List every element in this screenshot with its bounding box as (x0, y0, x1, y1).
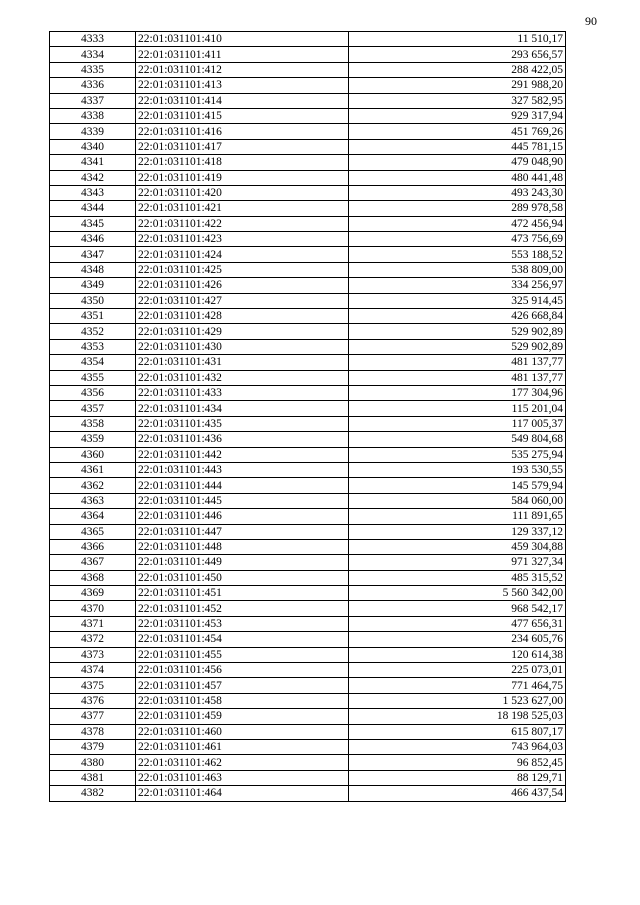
table-row (50, 739, 566, 754)
value-cell: 971 327,34 (349, 555, 566, 570)
row-number-cell: 4368 (50, 570, 136, 585)
row-number-cell: 4357 (50, 401, 136, 416)
value-cell: 291 988,20 (349, 78, 566, 93)
cadastral-number-cell: 22:01:031101:430 (136, 339, 349, 354)
value-cell: 120 614,38 (349, 647, 566, 662)
table-row (50, 232, 566, 247)
value-cell: 473 756,69 (349, 232, 566, 247)
table-row (50, 185, 566, 200)
table-row (50, 478, 566, 493)
value-cell: 493 243,30 (349, 185, 566, 200)
table-row (50, 170, 566, 185)
table-row (50, 462, 566, 477)
row-number-cell: 4350 (50, 293, 136, 308)
cadastral-number-cell: 22:01:031101:431 (136, 355, 349, 370)
registry-table (49, 31, 566, 802)
cadastral-number-cell: 22:01:031101:444 (136, 478, 349, 493)
row-number-cell: 4333 (50, 32, 136, 47)
row-number-cell: 4340 (50, 139, 136, 154)
value-cell: 743 964,03 (349, 739, 566, 754)
cadastral-number-cell: 22:01:031101:424 (136, 247, 349, 262)
value-cell: 117 005,37 (349, 416, 566, 431)
table-row (50, 647, 566, 662)
cadastral-number-cell: 22:01:031101:453 (136, 616, 349, 631)
cadastral-number-cell: 22:01:031101:410 (136, 32, 349, 47)
value-cell: 193 530,55 (349, 462, 566, 477)
cadastral-number-cell: 22:01:031101:414 (136, 93, 349, 108)
row-number-cell: 4364 (50, 509, 136, 524)
cadastral-number-cell: 22:01:031101:417 (136, 139, 349, 154)
row-number-cell: 4353 (50, 339, 136, 354)
table-row (50, 247, 566, 262)
value-cell: 451 769,26 (349, 124, 566, 139)
cadastral-number-cell: 22:01:031101:462 (136, 755, 349, 770)
value-cell: 325 914,45 (349, 293, 566, 308)
row-number-cell: 4370 (50, 601, 136, 616)
value-cell: 529 902,89 (349, 339, 566, 354)
table-row (50, 401, 566, 416)
value-cell: 88 129,71 (349, 770, 566, 785)
row-number-cell: 4377 (50, 709, 136, 724)
row-number-cell: 4347 (50, 247, 136, 262)
cadastral-number-cell: 22:01:031101:446 (136, 509, 349, 524)
cadastral-number-cell: 22:01:031101:443 (136, 462, 349, 477)
table-row (50, 78, 566, 93)
value-cell: 293 656,57 (349, 47, 566, 62)
cadastral-number-cell: 22:01:031101:460 (136, 724, 349, 739)
table-row (50, 755, 566, 770)
cadastral-number-cell: 22:01:031101:458 (136, 693, 349, 708)
value-cell: 334 256,97 (349, 278, 566, 293)
row-number-cell: 4373 (50, 647, 136, 662)
cadastral-number-cell: 22:01:031101:413 (136, 78, 349, 93)
table-row (50, 155, 566, 170)
row-number-cell: 4372 (50, 632, 136, 647)
table-row (50, 62, 566, 77)
value-cell: 538 809,00 (349, 262, 566, 277)
table-row (50, 616, 566, 631)
row-number-cell: 4365 (50, 524, 136, 539)
cadastral-number-cell: 22:01:031101:442 (136, 447, 349, 462)
value-cell: 111 891,65 (349, 509, 566, 524)
row-number-cell: 4336 (50, 78, 136, 93)
value-cell: 466 437,54 (349, 786, 566, 801)
cadastral-number-cell: 22:01:031101:427 (136, 293, 349, 308)
row-number-cell: 4361 (50, 462, 136, 477)
row-number-cell: 4376 (50, 693, 136, 708)
table-row (50, 509, 566, 524)
value-cell: 225 073,01 (349, 663, 566, 678)
row-number-cell: 4337 (50, 93, 136, 108)
cadastral-number-cell: 22:01:031101:411 (136, 47, 349, 62)
row-number-cell: 4380 (50, 755, 136, 770)
table-row (50, 678, 566, 693)
row-number-cell: 4356 (50, 385, 136, 400)
value-cell: 479 048,90 (349, 155, 566, 170)
table-row (50, 201, 566, 216)
table-row (50, 693, 566, 708)
table-row (50, 493, 566, 508)
cadastral-number-cell: 22:01:031101:415 (136, 108, 349, 123)
table-row (50, 555, 566, 570)
table-row (50, 709, 566, 724)
cadastral-number-cell: 22:01:031101:429 (136, 324, 349, 339)
value-cell: 481 137,77 (349, 355, 566, 370)
table-row (50, 32, 566, 47)
cadastral-number-cell: 22:01:031101:448 (136, 539, 349, 554)
row-number-cell: 4375 (50, 678, 136, 693)
value-cell: 929 317,94 (349, 108, 566, 123)
row-number-cell: 4338 (50, 108, 136, 123)
cadastral-number-cell: 22:01:031101:464 (136, 786, 349, 801)
table-row (50, 139, 566, 154)
table-row (50, 770, 566, 785)
table-row (50, 124, 566, 139)
row-number-cell: 4363 (50, 493, 136, 508)
table-row (50, 355, 566, 370)
value-cell: 615 807,17 (349, 724, 566, 739)
value-cell: 485 315,52 (349, 570, 566, 585)
value-cell: 289 978,58 (349, 201, 566, 216)
row-number-cell: 4354 (50, 355, 136, 370)
table-row (50, 601, 566, 616)
value-cell: 426 668,84 (349, 309, 566, 324)
row-number-cell: 4355 (50, 370, 136, 385)
cadastral-number-cell: 22:01:031101:445 (136, 493, 349, 508)
value-cell: 472 456,94 (349, 216, 566, 231)
cadastral-number-cell: 22:01:031101:456 (136, 663, 349, 678)
row-number-cell: 4360 (50, 447, 136, 462)
value-cell: 177 304,96 (349, 385, 566, 400)
cadastral-number-cell: 22:01:031101:435 (136, 416, 349, 431)
table-row (50, 324, 566, 339)
row-number-cell: 4334 (50, 47, 136, 62)
table-row (50, 432, 566, 447)
value-cell: 1 523 627,00 (349, 693, 566, 708)
row-number-cell: 4349 (50, 278, 136, 293)
cadastral-number-cell: 22:01:031101:420 (136, 185, 349, 200)
value-cell: 145 579,94 (349, 478, 566, 493)
row-number-cell: 4379 (50, 739, 136, 754)
cadastral-number-cell: 22:01:031101:419 (136, 170, 349, 185)
row-number-cell: 4339 (50, 124, 136, 139)
cadastral-number-cell: 22:01:031101:454 (136, 632, 349, 647)
row-number-cell: 4341 (50, 155, 136, 170)
value-cell: 481 137,77 (349, 370, 566, 385)
cadastral-number-cell: 22:01:031101:459 (136, 709, 349, 724)
value-cell: 549 804,68 (349, 432, 566, 447)
table-row (50, 632, 566, 647)
table-row (50, 47, 566, 62)
cadastral-number-cell: 22:01:031101:434 (136, 401, 349, 416)
value-cell: 445 781,15 (349, 139, 566, 154)
table-row (50, 339, 566, 354)
row-number-cell: 4367 (50, 555, 136, 570)
row-number-cell: 4335 (50, 62, 136, 77)
value-cell: 477 656,31 (349, 616, 566, 631)
cadastral-number-cell: 22:01:031101:447 (136, 524, 349, 539)
table-row (50, 663, 566, 678)
cadastral-number-cell: 22:01:031101:461 (136, 739, 349, 754)
table-row (50, 586, 566, 601)
table-row (50, 262, 566, 277)
value-cell: 529 902,89 (349, 324, 566, 339)
value-cell: 327 582,95 (349, 93, 566, 108)
cadastral-number-cell: 22:01:031101:449 (136, 555, 349, 570)
value-cell: 18 198 525,03 (349, 709, 566, 724)
cadastral-number-cell: 22:01:031101:450 (136, 570, 349, 585)
cadastral-number-cell: 22:01:031101:433 (136, 385, 349, 400)
table-row (50, 539, 566, 554)
table-row (50, 385, 566, 400)
row-number-cell: 4366 (50, 539, 136, 554)
value-cell: 11 510,17 (349, 32, 566, 47)
value-cell: 5 560 342,00 (349, 586, 566, 601)
table-row (50, 524, 566, 539)
row-number-cell: 4362 (50, 478, 136, 493)
value-cell: 288 422,05 (349, 62, 566, 77)
table-row (50, 216, 566, 231)
table-row (50, 370, 566, 385)
row-number-cell: 4351 (50, 309, 136, 324)
table-row (50, 416, 566, 431)
value-cell: 771 464,75 (349, 678, 566, 693)
cadastral-number-cell: 22:01:031101:421 (136, 201, 349, 216)
row-number-cell: 4378 (50, 724, 136, 739)
cadastral-number-cell: 22:01:031101:418 (136, 155, 349, 170)
value-cell: 234 605,76 (349, 632, 566, 647)
row-number-cell: 4348 (50, 262, 136, 277)
value-cell: 115 201,04 (349, 401, 566, 416)
row-number-cell: 4358 (50, 416, 136, 431)
table-row (50, 93, 566, 108)
row-number-cell: 4352 (50, 324, 136, 339)
table-row (50, 278, 566, 293)
row-number-cell: 4381 (50, 770, 136, 785)
row-number-cell: 4345 (50, 216, 136, 231)
cadastral-number-cell: 22:01:031101:422 (136, 216, 349, 231)
cadastral-number-cell: 22:01:031101:432 (136, 370, 349, 385)
cadastral-number-cell: 22:01:031101:455 (136, 647, 349, 662)
value-cell: 968 542,17 (349, 601, 566, 616)
row-number-cell: 4382 (50, 786, 136, 801)
value-cell: 459 304,88 (349, 539, 566, 554)
registry-table-body (50, 32, 566, 802)
page-number: 90 (585, 14, 597, 28)
row-number-cell: 4369 (50, 586, 136, 601)
value-cell: 96 852,45 (349, 755, 566, 770)
row-number-cell: 4371 (50, 616, 136, 631)
cadastral-number-cell: 22:01:031101:428 (136, 309, 349, 324)
cadastral-number-cell: 22:01:031101:436 (136, 432, 349, 447)
cadastral-number-cell: 22:01:031101:452 (136, 601, 349, 616)
cadastral-number-cell: 22:01:031101:463 (136, 770, 349, 785)
cadastral-number-cell: 22:01:031101:412 (136, 62, 349, 77)
value-cell: 480 441,48 (349, 170, 566, 185)
row-number-cell: 4344 (50, 201, 136, 216)
table-row (50, 570, 566, 585)
row-number-cell: 4346 (50, 232, 136, 247)
cadastral-number-cell: 22:01:031101:416 (136, 124, 349, 139)
row-number-cell: 4374 (50, 663, 136, 678)
row-number-cell: 4359 (50, 432, 136, 447)
value-cell: 584 060,00 (349, 493, 566, 508)
table-row (50, 309, 566, 324)
table-row (50, 108, 566, 123)
cadastral-number-cell: 22:01:031101:423 (136, 232, 349, 247)
row-number-cell: 4342 (50, 170, 136, 185)
table-row (50, 724, 566, 739)
cadastral-number-cell: 22:01:031101:451 (136, 586, 349, 601)
value-cell: 129 337,12 (349, 524, 566, 539)
table-row (50, 447, 566, 462)
table-row (50, 786, 566, 801)
value-cell: 553 188,52 (349, 247, 566, 262)
cadastral-number-cell: 22:01:031101:426 (136, 278, 349, 293)
registry-table-container (49, 31, 566, 802)
cadastral-number-cell: 22:01:031101:425 (136, 262, 349, 277)
value-cell: 535 275,94 (349, 447, 566, 462)
table-row (50, 293, 566, 308)
row-number-cell: 4343 (50, 185, 136, 200)
cadastral-number-cell: 22:01:031101:457 (136, 678, 349, 693)
